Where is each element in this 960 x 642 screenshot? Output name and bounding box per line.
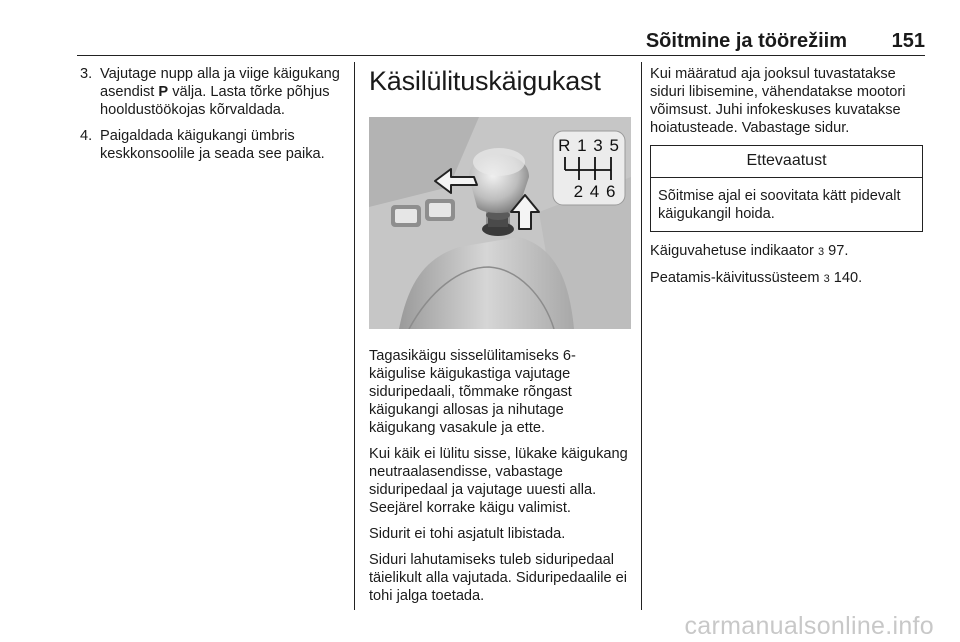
list-item — [80, 65, 345, 119]
list-item — [80, 127, 345, 163]
list-text: Paigaldada käigukangi ümbris keskkonsoolile ja seada see paika. — [100, 128, 325, 162]
caution-box — [650, 145, 923, 232]
column-2 — [369, 65, 631, 613]
paragraph: Kui määratud aja jooksul tuvastatakse siduri libisemine, vähendatakse mootori võimsust. Juhi infokeskuses kuvatakse hoiatusteade. Vabastage sidur. — [650, 66, 906, 136]
watermark: carmanualsonline.info — [684, 612, 934, 640]
page-header — [77, 30, 925, 52]
paragraph: Kui käik ei lülitu sisse, lükake käigukang neutraalasendisse, vabastage siduripedaal ja vajutage uuesti alla. Seejärel korrake käigu valimist. — [369, 446, 628, 516]
paragraph: Siduri lahutamiseks tuleb siduripedaal täielikult alla vajutada. Siduripedaalile ei tohi jalga toetada. — [369, 552, 627, 604]
caution-heading: Ettevaatust — [651, 146, 922, 178]
gear-shift-figure — [369, 117, 631, 329]
page-number: 151 — [891, 30, 925, 52]
gear-position-p: P — [158, 84, 169, 100]
paragraph: Tagasikäigu sisselülitamiseks 6-käigulise käigukastiga vajutage siduripedaali, tõmmake rõngast käigukangi allosas ja nihutage käigukang vasakule ja ette. — [369, 348, 576, 436]
column-divider-2 — [641, 62, 642, 610]
header-rule — [77, 55, 925, 56]
section-body — [369, 347, 631, 605]
cross-reference[interactable]: Peatamis-käivitussüsteem 3 140. — [650, 270, 863, 286]
cross-reference[interactable]: Käiguvahetuse indikaator 3 97. — [650, 243, 849, 259]
caution-text: Sõitmise ajal ei soovitata kätt pidevalt käigukangil hoida. — [658, 188, 901, 222]
column-1 — [80, 65, 345, 171]
gear-lever-illustration — [369, 117, 631, 329]
list-text: Vajutage nupp alla ja viige käigukang asendist P välja. Lasta tõrke põhjus hooldustöökojas kõrvaldada. — [100, 66, 340, 118]
section-heading: Käsilülituskäigukast — [369, 66, 601, 96]
paragraph: Sidurit ei tohi asjatult libistada. — [369, 526, 566, 542]
section-title: Sõitmine ja töörežiim — [645, 30, 847, 52]
list-number: 3. — [80, 66, 93, 82]
shift-pattern-top: R 1 3 5 — [558, 136, 620, 155]
shift-pattern-bottom: 2 4 6 — [573, 182, 617, 201]
page-reference-icon: 3 — [817, 246, 825, 258]
column-divider-1 — [354, 62, 355, 610]
column-3 — [650, 65, 930, 296]
page-reference-icon: 3 — [823, 273, 830, 285]
list-number: 4. — [80, 128, 93, 144]
